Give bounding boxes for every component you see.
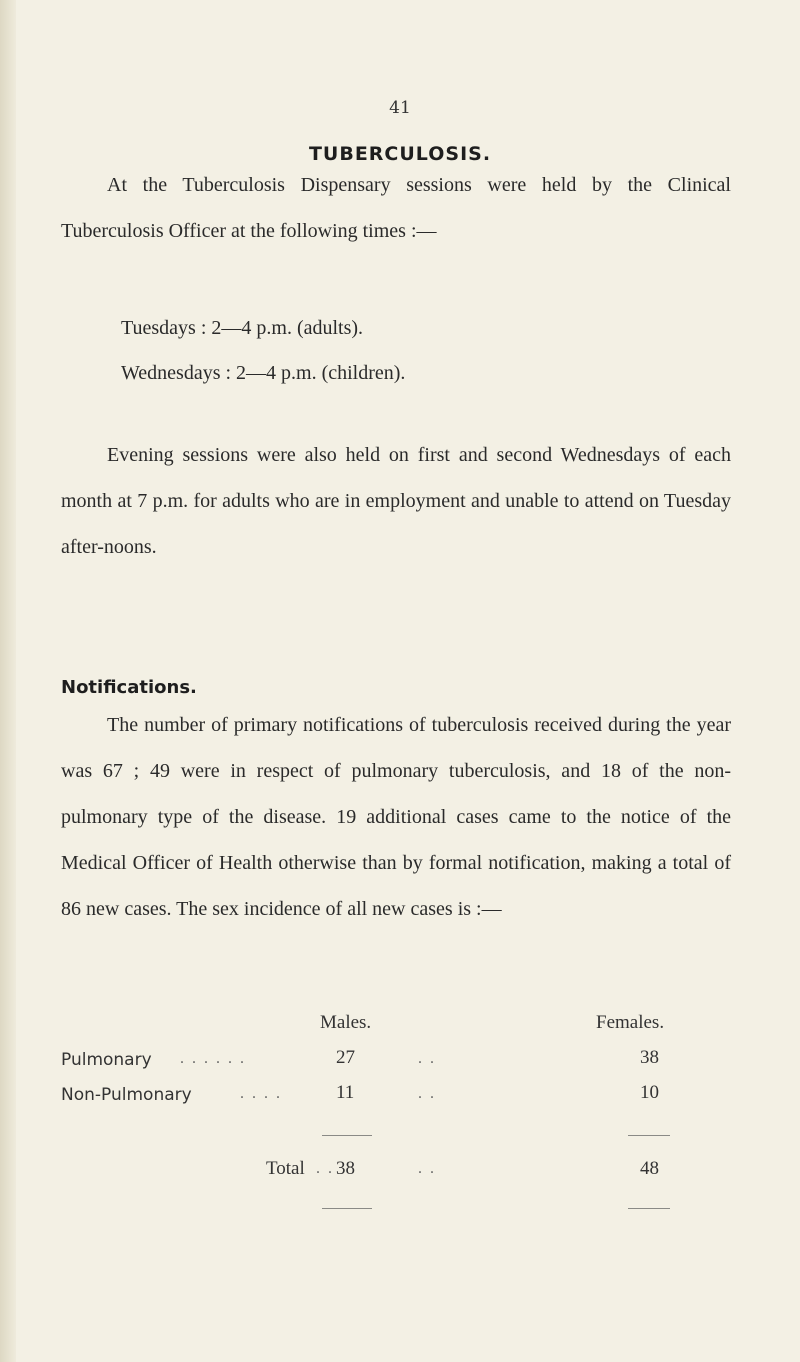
row-leader-dots: . . . .: [240, 1085, 282, 1102]
cell-non-pulmonary-males: 11: [336, 1082, 355, 1103]
session-wednesday: Wednesdays : 2—4 p.m. (children).: [121, 362, 406, 384]
page-edge-shadow: [0, 0, 16, 1362]
subtotal-rule-females: [628, 1135, 670, 1136]
notifications-heading: Notifications.: [61, 677, 197, 698]
row-label-pulmonary: Pulmonary: [61, 1050, 152, 1070]
notifications-paragraph: [61, 702, 731, 932]
total-rule-males: [322, 1208, 372, 1209]
evening-paragraph: [61, 432, 731, 570]
total-label: Total: [266, 1158, 305, 1179]
evening-text: Evening sessions were also held on first and second Wednesdays of each month at 7 p.m. for adults who are in employment and unable to attend on Tuesday after-noons.: [61, 444, 731, 558]
total-rule-females: [628, 1208, 670, 1209]
cell-separator: . .: [418, 1085, 436, 1102]
intro-text: At the Tuberculosis Dispensary sessions were held by the Clinical Tuberculosis Officer at the following times :—: [61, 174, 731, 242]
total-leader-dots: . .: [316, 1160, 334, 1177]
page-title: TUBERCULOSIS.: [308, 143, 492, 165]
intro-paragraph: [61, 162, 731, 254]
cell-non-pulmonary-females: 10: [640, 1082, 659, 1103]
cell-separator: . .: [418, 1160, 436, 1177]
column-header-females: Females.: [596, 1012, 665, 1033]
notifications-text: The number of primary notifications of tuberculosis received during the year was 67 ; 49 were in respect of pulmonary tuberculosis, and 18 of the non-pulmonary type of the disease. 19 additional cases came to the notice of the Medical Officer of Health otherwise than by formal notification, making a total of 86 new cases. The sex incidence of all new cases is :—: [61, 714, 731, 920]
cell-total-females: 48: [640, 1158, 659, 1179]
cell-total-males: 38: [336, 1158, 355, 1179]
column-header-males: Males.: [320, 1012, 372, 1033]
session-tuesday: Tuesdays : 2—4 p.m. (adults).: [121, 317, 364, 339]
cell-pulmonary-females: 38: [640, 1047, 659, 1068]
cell-separator: . .: [418, 1050, 436, 1067]
row-leader-dots: . . . . . .: [180, 1050, 246, 1067]
subtotal-rule-males: [322, 1135, 372, 1136]
row-label-non-pulmonary: Non-Pulmonary: [61, 1085, 192, 1105]
page-number: 41: [389, 98, 411, 118]
cell-pulmonary-males: 27: [336, 1047, 355, 1068]
